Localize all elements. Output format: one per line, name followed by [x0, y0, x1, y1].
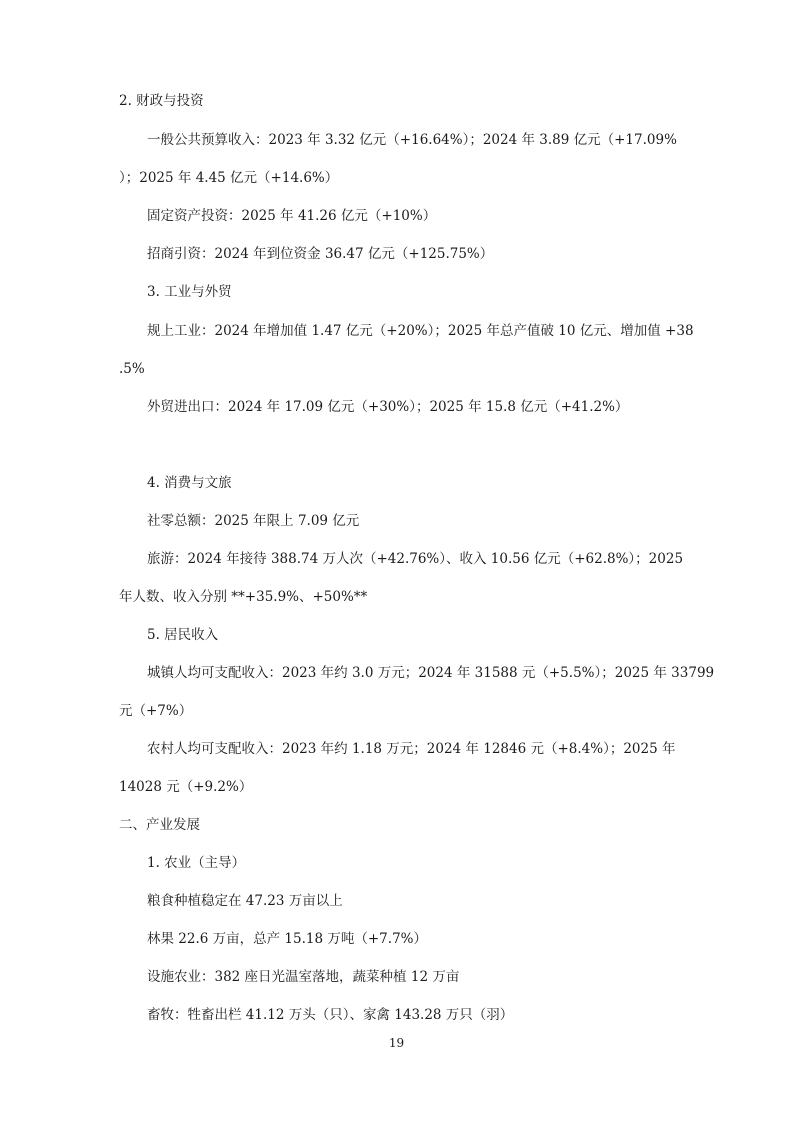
rural-income-line-cont: 14028 元（+9.2%）	[119, 779, 253, 795]
urban-income-line: 城镇人均可支配收入：2023 年约 3.0 万元；2024 年 31588 元（+5.5%）；2025 年 33799	[147, 665, 715, 681]
section-heading-agriculture: 1. 农业（主导）	[147, 855, 246, 871]
section-heading-industry-trade: 3. 工业与外贸	[147, 284, 232, 300]
orchard-line: 林果 22.6 万亩，总产 15.18 万吨（+7.7%）	[147, 931, 427, 947]
budget-revenue-line-cont: ）；2025 年 4.45 亿元（+14.6%）	[119, 170, 339, 186]
page-number: 19	[388, 1036, 405, 1050]
budget-revenue-line: 一般公共预算收入：2023 年 3.32 亿元（+16.64%）；2024 年 3.89 亿元（+17.09%	[147, 132, 677, 148]
rural-income-line: 农村人均可支配收入：2023 年约 1.18 万元；2024 年 12846 元（+8.4%）；2025 年	[147, 741, 676, 757]
livestock-line: 畜牧：牲畜出栏 41.12 万头（只）、家禽 143.28 万只（羽）	[147, 1007, 514, 1023]
section-heading-consumption-tourism: 4. 消费与文旅	[147, 475, 232, 491]
industry-line-cont: .5%	[119, 361, 145, 377]
chapter-heading-industry-development: 二、产业发展	[119, 817, 200, 833]
section-heading-finance-investment: 2. 财政与投资	[119, 93, 204, 109]
tourism-line: 旅游：2024 年接待 388.74 万人次（+42.76%）、收入 10.56 亿元（+62.8%）；2025	[147, 551, 684, 567]
foreign-trade-line: 外贸进出口：2024 年 17.09 亿元（+30%）；2025 年 15.8 亿元（+41.2%）	[147, 399, 629, 415]
retail-sales-line: 社零总额：2025 年限上 7.09 亿元	[147, 513, 360, 529]
urban-income-line-cont: 元（+7%）	[119, 703, 193, 719]
industry-line: 规上工业：2024 年增加值 1.47 亿元（+20%）；2025 年总产值破 10 亿元、增加值 +38	[147, 323, 694, 339]
section-heading-resident-income: 5. 居民收入	[147, 627, 219, 643]
tourism-line-cont: 年人数、收入分别 **+35.9%、+50%**	[119, 589, 368, 605]
grain-line: 粮食种植稳定在 47.23 万亩以上	[147, 893, 343, 909]
fixed-asset-investment-line: 固定资产投资：2025 年 41.26 亿元（+10%）	[147, 208, 437, 224]
investment-attraction-line: 招商引资：2024 年到位资金 36.47 亿元（+125.75%）	[147, 246, 494, 262]
facility-agriculture-line: 设施农业：382 座日光温室落地，蔬菜种植 12 万亩	[147, 969, 460, 985]
